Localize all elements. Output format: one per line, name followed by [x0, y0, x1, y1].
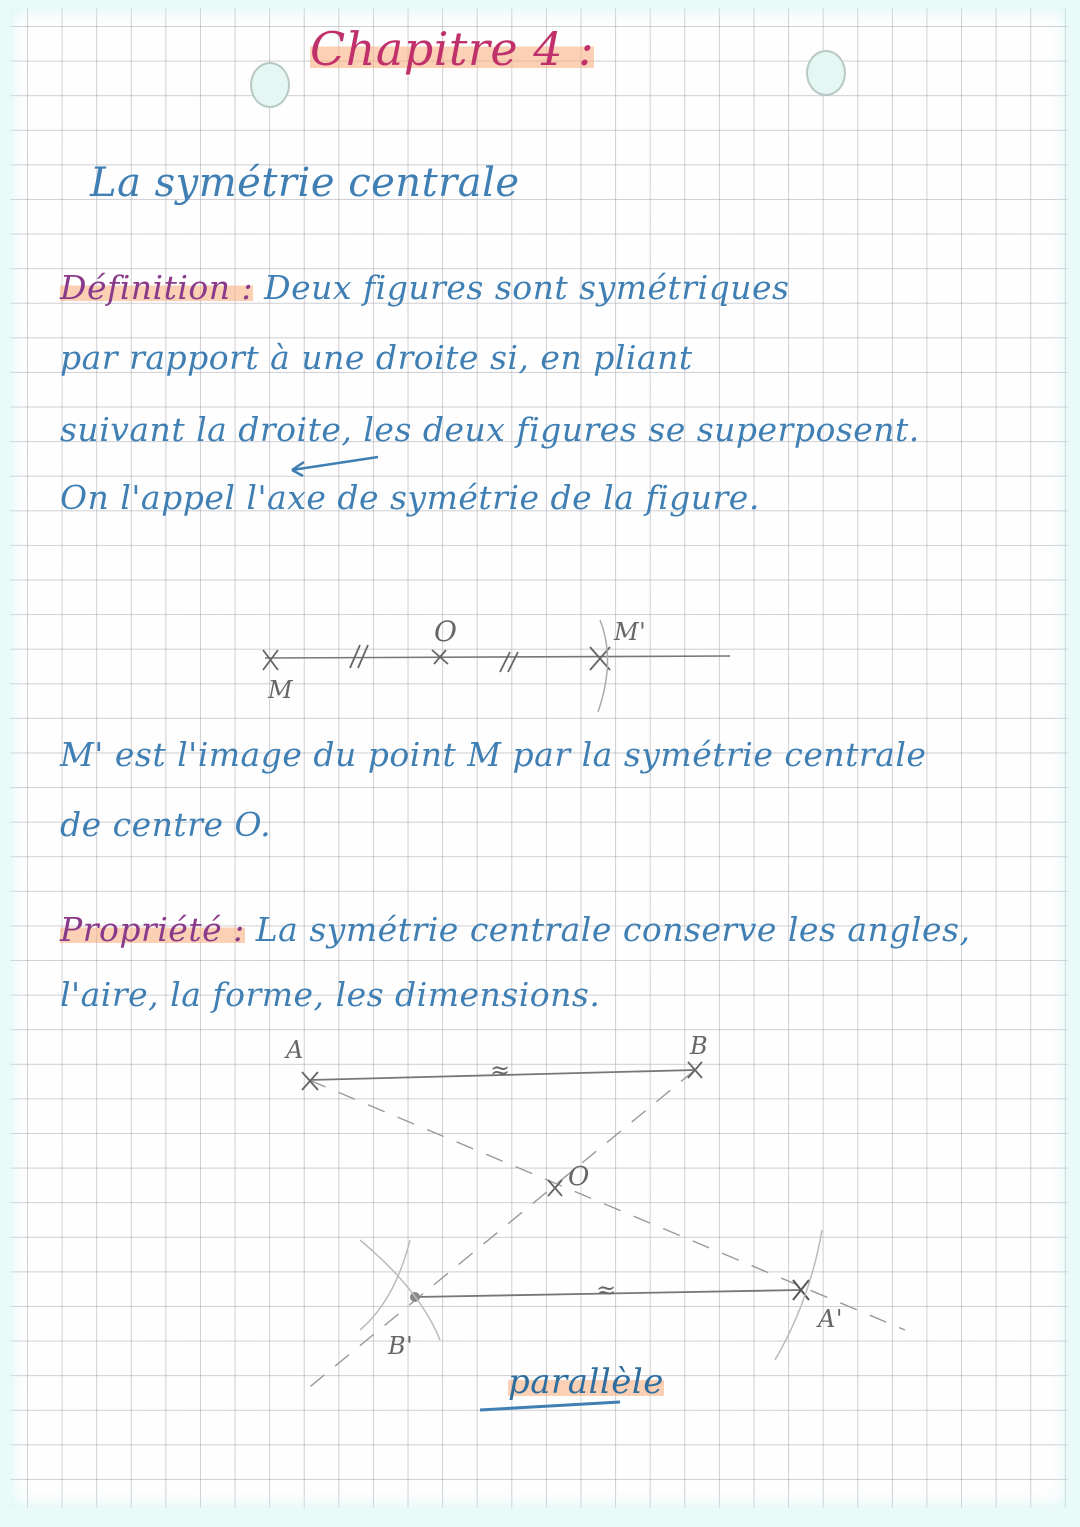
property-text-1: La symétrie centrale conserve les angles, [255, 910, 971, 949]
page-subtitle: La symétrie centrale [90, 160, 520, 206]
fig2-caption [508, 1362, 664, 1402]
property-label: Propriété : [60, 910, 245, 949]
fig2-label-B-prime: B' [388, 1332, 414, 1360]
fig2-label-O: O [568, 1162, 590, 1192]
fig1-label-M-prime: M' [614, 618, 647, 646]
definition-label: Définition : [60, 268, 254, 307]
fig2-caption-text: parallèle [508, 1362, 664, 1402]
fig2-equal-mark-bottom: ≈ [596, 1276, 617, 1304]
fig1-label-O: O [434, 615, 458, 648]
fig2-label-A: A [286, 1036, 304, 1064]
definition-line-3: suivant la droite, les deux figures se superposent. [60, 410, 920, 449]
property-line-2: l'aire, la forme, les dimensions. [60, 975, 601, 1014]
explanation-line-1: M' est l'image du point M par la symétrie centrale [60, 735, 927, 774]
fig1-label-M: M [268, 676, 294, 704]
definition-text-1: Deux figures sont symétriques [264, 268, 790, 307]
chapter-title-text: Chapitre 4 : [310, 22, 595, 76]
property-line-1 [60, 910, 970, 949]
fig2-label-A-prime: A' [818, 1305, 843, 1333]
definition-line-2: par rapport à une droite si, en pliant [60, 338, 693, 377]
fig2-label-B: B [690, 1032, 709, 1060]
explanation-line-2: de centre O. [60, 805, 272, 844]
fig2-equal-mark-top: ≈ [490, 1056, 511, 1084]
definition-line-4: On l'appel l'axe de symétrie de la figure. [60, 478, 760, 517]
